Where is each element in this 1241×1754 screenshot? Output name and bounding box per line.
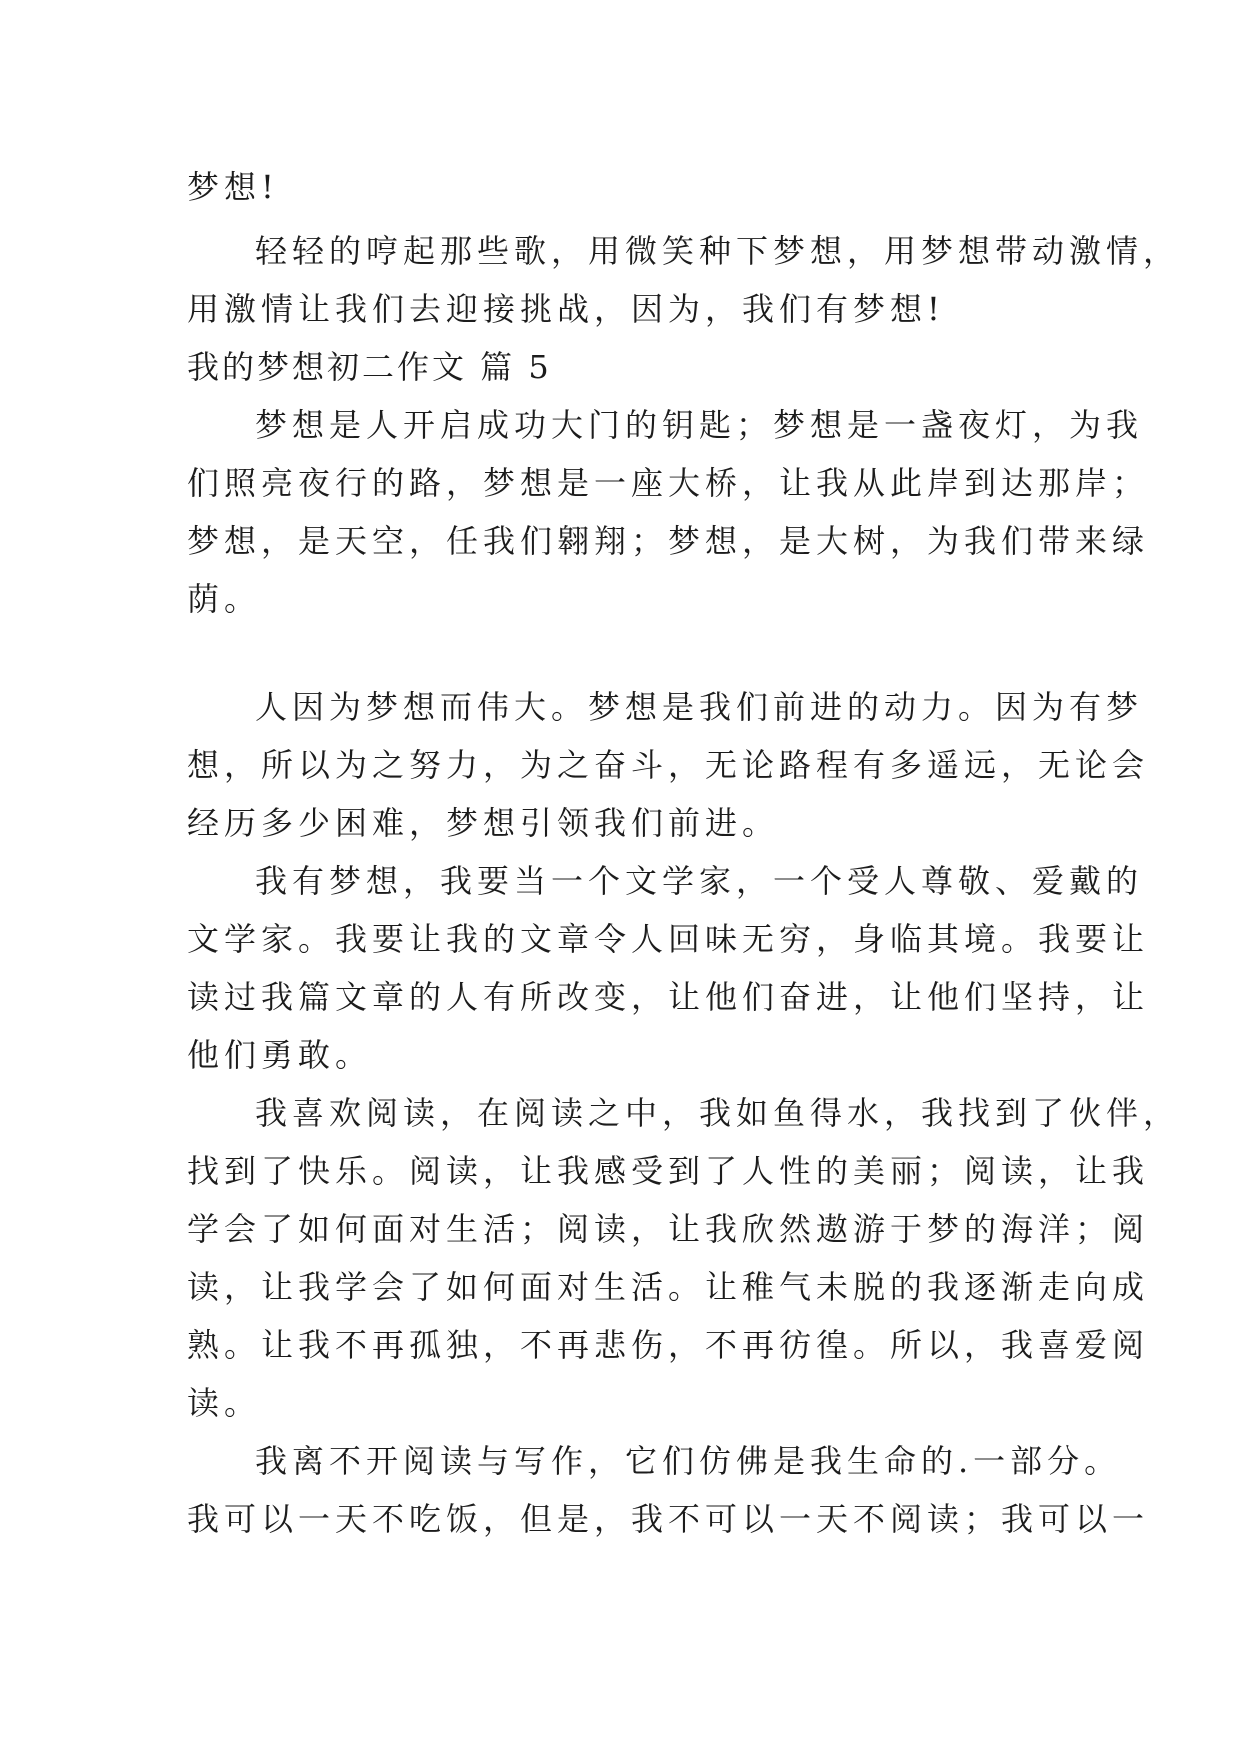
paragraph-first-line: 我有梦想，我要当一个文学家，一个受人尊敬、爱戴的 bbox=[255, 862, 1144, 900]
text-line: 学会了如何面对生活；阅读，让我欣然遨游于梦的海洋；阅 bbox=[187, 1210, 1150, 1248]
text-line: 我可以一天不吃饭，但是，我不可以一天不阅读；我可以一 bbox=[187, 1500, 1150, 1538]
paragraph-first-line: 人因为梦想而伟大。梦想是我们前进的动力。因为有梦 bbox=[255, 688, 1144, 726]
text-line: 荫。 bbox=[187, 580, 262, 618]
text-line: 找到了快乐。阅读，让我感受到了人性的美丽；阅读，让我 bbox=[187, 1152, 1150, 1190]
text-line: 梦想，是天空，任我们翱翔；梦想，是大树，为我们带来绿 bbox=[187, 522, 1150, 560]
text-line: 他们勇敢。 bbox=[187, 1036, 373, 1074]
text-line: 熟。让我不再孤独，不再悲伤，不再彷徨。所以，我喜爱阅 bbox=[187, 1326, 1150, 1364]
text-line: 梦想! bbox=[187, 168, 279, 206]
text-line: 读，让我学会了如何面对生活。让稚气未脱的我逐渐走向成 bbox=[187, 1268, 1150, 1306]
paragraph-first-line: 我喜欢阅读，在阅读之中，我如鱼得水，我找到了伙伴， bbox=[255, 1094, 1181, 1132]
text-line: 读。 bbox=[187, 1384, 262, 1422]
paragraph-first-line: 轻轻的哼起那些歌，用微笑种下梦想，用梦想带动激情， bbox=[255, 232, 1181, 270]
text-line: 经历多少困难，梦想引领我们前进。 bbox=[187, 804, 780, 842]
paragraph-first-line: 梦想是人开启成功大门的钥匙；梦想是一盏夜灯，为我 bbox=[255, 406, 1144, 444]
text-line: 读过我篇文章的人有所改变，让他们奋进，让他们坚持，让 bbox=[187, 978, 1150, 1016]
text-line: 想，所以为之努力，为之奋斗，无论路程有多遥远，无论会 bbox=[187, 746, 1150, 784]
document-body bbox=[187, 158, 1181, 1548]
paragraph-first-line: 我离不开阅读与写作，它们仿佛是我生命的.一部分。 bbox=[255, 1442, 1122, 1480]
text-line: 文学家。我要让我的文章令人回味无穷，身临其境。我要让 bbox=[187, 920, 1150, 958]
text-line: 们照亮夜行的路，梦想是一座大桥，让我从此岸到达那岸； bbox=[187, 464, 1150, 502]
text-line: 用激情让我们去迎接挑战，因为，我们有梦想! bbox=[187, 290, 945, 328]
section-heading: 我的梦想初二作文 篇 5 bbox=[187, 348, 552, 386]
